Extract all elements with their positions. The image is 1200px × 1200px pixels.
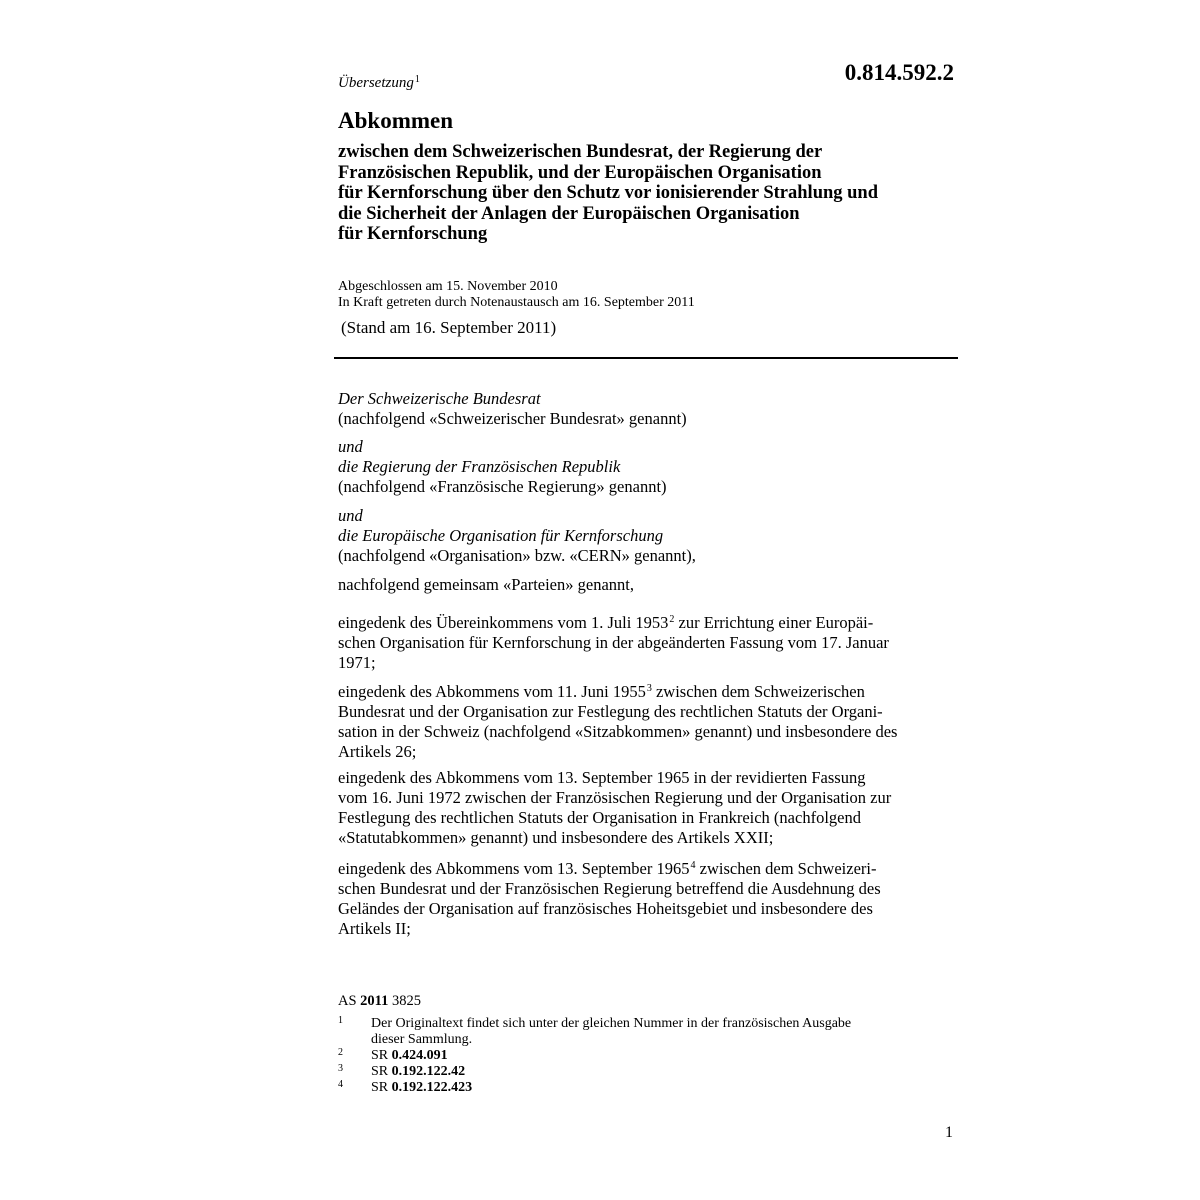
as-reference: AS 2011 3825 — [338, 993, 421, 1009]
party-cern — [338, 506, 955, 566]
sr-number: 0.814.592.2 — [844, 60, 954, 85]
subtitle-line: für Kernforschung über den Schutz vor ionisierender Strahlung und — [338, 183, 879, 203]
recital-line: Bundesrat und der Organisation zur Festlegung des rechtlichen Statuts der Organi- — [338, 702, 883, 721]
recital-2 — [338, 679, 955, 762]
footnote-number: 3 — [338, 1063, 343, 1074]
footnote-ref-4[interactable]: 4 — [690, 860, 696, 871]
conjunction: und — [338, 437, 363, 456]
recital-line: eingedenk des Abkommens vom 13. September 1965$^4$ zwischen dem Schweizeri- — [338, 859, 877, 878]
footnote-ref-2[interactable]: 2 — [669, 614, 675, 625]
subtitle-line: für Kernforschung — [338, 224, 488, 244]
footnote-number: 4 — [338, 1079, 343, 1090]
footnote-number: 1 — [338, 1015, 343, 1026]
page-number: 1 — [945, 1124, 953, 1141]
recital-3 — [338, 768, 955, 848]
parties-collective: nachfolgend gemeinsam «Parteien» genannt, — [338, 575, 634, 594]
footnote-text: dieser Sammlung. — [371, 1032, 473, 1047]
footnote-link[interactable]: 0.192.122.423 — [391, 1080, 473, 1095]
footnote-1 — [338, 1016, 938, 1048]
party-name: die Europäische Organisation für Kernforschung — [338, 526, 664, 545]
footnote-text: Der Originaltext findet sich unter der gleichen Nummer in der französischen Ausgabe — [371, 1016, 852, 1031]
footnote-4: 4 SR 0.192.122.423 — [338, 1079, 473, 1095]
footnote-link[interactable]: 0.424.091 — [391, 1048, 448, 1063]
subtitle-line: die Sicherheit der Anlagen der Europäischen Organisation — [338, 203, 800, 224]
footnote-ref-3[interactable]: 3 — [646, 683, 652, 694]
recital-1 — [338, 610, 955, 673]
status-date: (Stand am 16. September 2011) — [341, 318, 557, 337]
in-force-date: In Kraft getreten durch Notenaustausch am 16. September 2011 — [338, 295, 695, 310]
recital-line: schen Organisation für Kernforschung in der abgeänderten Fassung vom 17. Januar — [338, 633, 889, 652]
recital-line: eingedenk des Abkommens vom 13. September 1965 in der revidierten Fassung — [338, 768, 866, 787]
recital-4 — [338, 856, 955, 939]
party-name: Der Schweizerische Bundesrat — [338, 389, 541, 408]
recital-line: «Statutabkommen» genannt) und insbesondere des Artikels XXII; — [338, 828, 774, 847]
recital-line: Festlegung des rechtlichen Statuts der Organisation in Frankreich (nachfolgend — [338, 808, 861, 827]
conjunction: und — [338, 506, 363, 525]
party-alias: (nachfolgend «Organisation» bzw. «CERN» genannt), — [338, 546, 696, 565]
recital-line: eingedenk des Übereinkommens vom 1. Juli 1953$^2$ zur Errichtung einer Europäi- — [338, 613, 874, 632]
recital-line: schen Bundesrat und der Französischen Regierung betreffend die Ausdehnung des — [338, 879, 881, 898]
recital-line: Artikels 26; — [338, 742, 417, 761]
recital-line: eingedenk des Abkommens vom 11. Juni 1955$^3$ zwischen dem Schweizerischen — [338, 682, 865, 701]
footnote-link[interactable]: 0.192.122.42 — [391, 1064, 466, 1079]
party-swiss-council — [338, 389, 955, 429]
header-divider — [334, 357, 958, 359]
footnote-3: 3 SR 0.192.122.42 — [338, 1063, 466, 1079]
party-french-government — [338, 437, 955, 497]
recital-line: Artikels II; — [338, 919, 411, 938]
recital-line: vom 16. Juni 1972 zwischen der Französischen Regierung und der Organisation zur — [338, 788, 892, 807]
document-title: Abkommen — [338, 108, 454, 133]
party-alias: (nachfolgend «Schweizerischer Bundesrat» genannt) — [338, 409, 687, 428]
footnote-ref-1[interactable]: 1 — [414, 74, 420, 85]
translation-label: Übersetzung$^1$ — [338, 74, 420, 91]
footnote-2: 2 SR 0.424.091 — [338, 1047, 448, 1063]
document-subtitle — [338, 142, 958, 245]
recital-line: 1971; — [338, 653, 376, 672]
recital-line: sation in der Schweiz (nachfolgend «Sitzabkommen» genannt) und insbesondere des — [338, 722, 898, 741]
party-alias: (nachfolgend «Französische Regierung» genannt) — [338, 477, 667, 496]
subtitle-line: Französischen Republik, und der Europäischen Organisation — [338, 162, 822, 183]
party-name: die Regierung der Französischen Republik — [338, 457, 621, 476]
footnote-number: 2 — [338, 1047, 343, 1058]
subtitle-line: zwischen dem Schweizerischen Bundesrat, der Regierung der — [338, 142, 823, 162]
recital-line: Geländes der Organisation auf französisches Hoheitsgebiet und insbesondere des — [338, 899, 873, 918]
concluded-date: Abgeschlossen am 15. November 2010 — [338, 279, 558, 294]
